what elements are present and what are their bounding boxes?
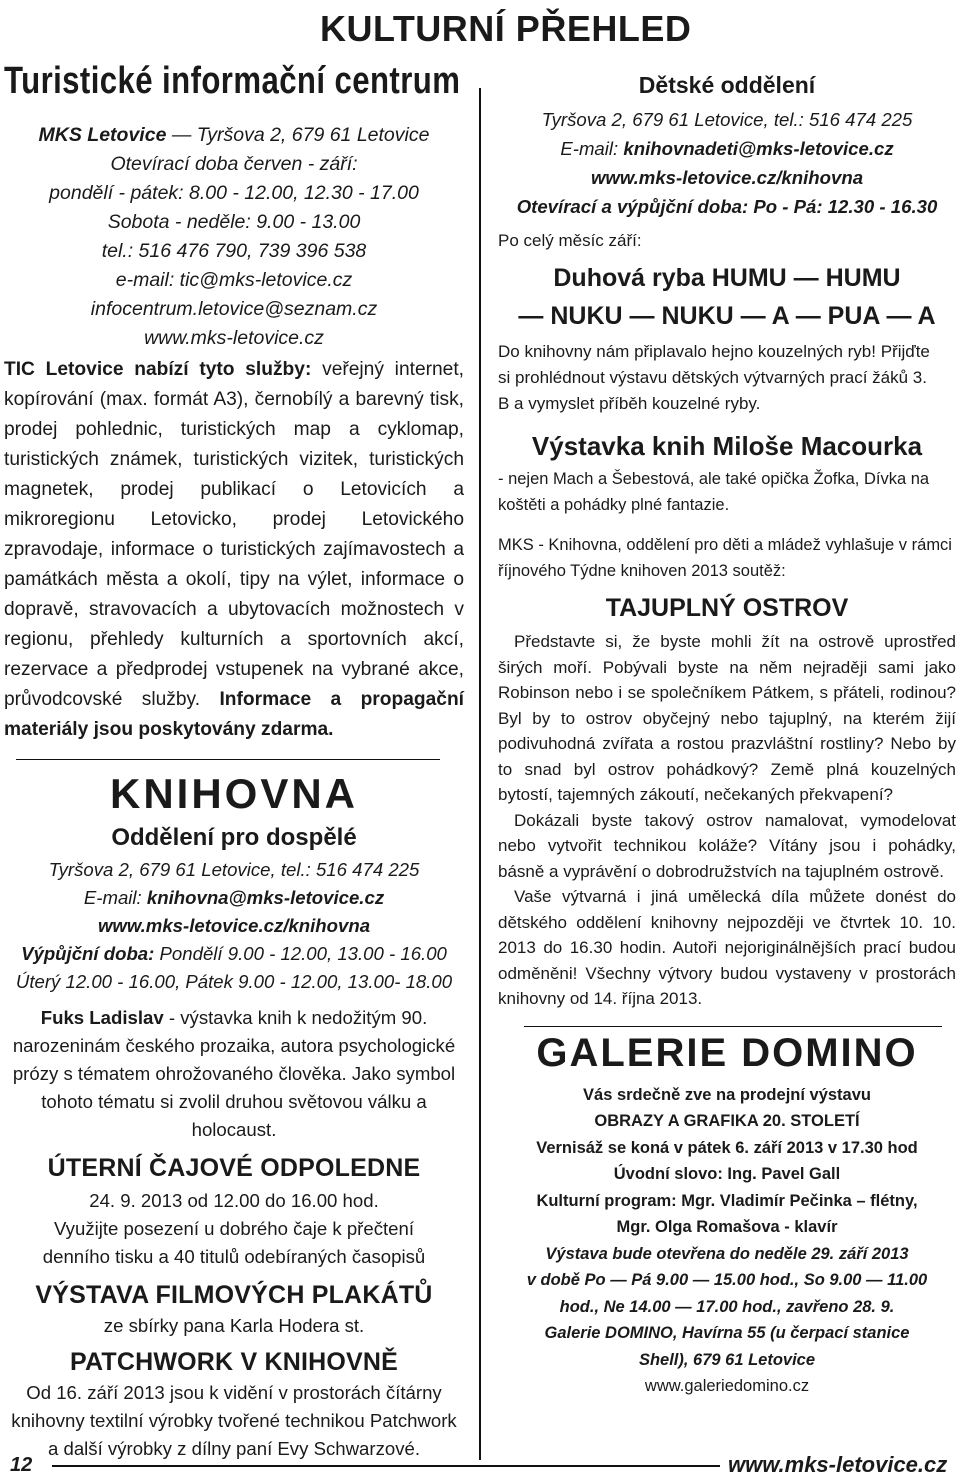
tic-services: [4, 355, 464, 745]
galerie-info: [498, 1082, 956, 1400]
detske-email-label: E-mail:: [560, 138, 619, 159]
galerie-l2: OBRAZY A GRAFIKA 20. STOLETÍ: [594, 1112, 860, 1130]
duhova-text: Do knihovny nám připlavalo hejno kouzelných ryb! Přijďte si prohlédnout výstavu dětských výtvarných prací žáků 3. B a vymyslet příběh kouzelné ryby.: [498, 342, 930, 413]
tic-address: — Tyršova 2, 679 61 Letovice: [171, 124, 430, 146]
detske-title: Dětské oddělení: [638, 72, 816, 98]
cajove-title: ÚTERNÍ ČAJOVÉ ODPOLEDNE: [47, 1154, 421, 1182]
page-number: 12: [10, 1454, 33, 1476]
duhova-title-2: — NUKU — NUKU — A — PUA — A: [518, 302, 936, 330]
galerie-l7: Výstava bude otevřena do neděle 29. září 2013: [545, 1244, 909, 1263]
fuks-text: - výstavka knih k nedožitým 90. narozeninám českého prozaika, autora psychologické prózy s tématem ohrožovaného člověka. Jako symbol tohoto tématu si zvolil druhou světovou válku a holocaust.: [12, 1007, 456, 1140]
knihovna-web[interactable]: www.mks-letovice.cz/knihovna: [97, 915, 371, 936]
section-divider: [16, 759, 440, 760]
soutez-intro: MKS - Knihovna, oddělení pro děti a mládež vyhlašuje v rámci říjnového Týdne knihoven 2013 soutěž:: [498, 536, 952, 580]
knihovna-email[interactable]: knihovna@mks-letovice.cz: [146, 887, 385, 908]
soutez-title: TAJUPLNÝ OSTROV: [605, 594, 849, 622]
soutez-p2: Dokázali byste takový ostrov namalovat, vymodelovat nebo vytvořit technikou koláže? Vítány jsou i pohádky, básně a vyprávění o dobrodružstvích na tajuplném ostrově.: [498, 810, 956, 881]
tic-email2[interactable]: infocentrum.letovice@seznam.cz: [90, 298, 378, 320]
page-header-title: KULTURNÍ PŘEHLED: [320, 8, 692, 49]
duhova-title-1: Duhová ryba HUMU — HUMU: [553, 264, 901, 292]
cajove-date: 24. 9. 2013 od 12.00 do 16.00 hod.: [89, 1190, 379, 1211]
detske-info: [498, 105, 956, 221]
detske-email[interactable]: knihovnadeti@mks-letovice.cz: [623, 138, 894, 159]
column-divider: [479, 88, 481, 1460]
tic-services-text: veřejný internet, kopírování (max. formát A3), černobílý a barevný tisk, prodej pohlednic, turistických map a cyklomap, turistických známek, turistických vizitek, turistických magnetek, prodej publikací o Letovicích a mikroregionu Letovicko, prodej Letovického zpravodaje, informace o turistických zajímavostech a památkách města a okolí, tipy na výlet, informace o dopravě, stravovacích a ubytovacích možnostech v regionu, přehledy kulturních a sportovních akcí, rezervace a předprodej vstupenek na vybrané akce, průvodcovské služby.: [4, 359, 465, 710]
galerie-l4: Úvodní slovo: Ing. Pavel Gall: [613, 1165, 841, 1183]
knihovna-subtitle: Oddělení pro dospělé: [111, 824, 357, 851]
section-divider-right: [524, 1026, 942, 1027]
galerie-l8: v době Po — Pá 9.00 — 15.00 hod., So 9.00 — 11.00: [526, 1271, 928, 1289]
soutez-p3: Vaše výtvarná i jiná umělecká díla můžete donést do dětského oddělení knihovny nejpozději ve čtvrtek 10. 10. 2013 do 16.30 hodin. Autoři nejoriginálnějších prací budou odměněni! Všechny výtvory budou vystaveny v prostorách knihovny od 14. října 2013.: [498, 887, 956, 1008]
patchwork-text: Od 16. září 2013 jsou k vidění v prostorách čítárny knihovny textilní výrobky tvořené technikou Patchwork a další výrobky z dílny paní Evy Schwarzové.: [11, 1382, 457, 1459]
duhova-intro: Po celý měsíc září:: [498, 231, 642, 250]
tic-email[interactable]: tic@mks-letovice.cz: [179, 269, 353, 291]
detske-web[interactable]: www.mks-letovice.cz/knihovna: [590, 167, 864, 188]
galerie-l1: Vás srdečně zve na prodejní výstavu: [583, 1085, 871, 1104]
galerie-l5: Kulturní program: Mgr. Vladimír Pečinka – flétny,: [536, 1191, 918, 1210]
knihovna-hours2: Úterý 12.00 - 16.00, Pátek 9.00 - 12.00, 13.00- 18.00: [15, 971, 453, 992]
tic-tel: tel.: 516 476 790, 739 396 538: [101, 240, 367, 262]
patchwork-title: PATCHWORK V KNIHOVNĚ: [69, 1348, 399, 1376]
tic-hours-weekday: pondělí - pátek: 8.00 - 12.00, 12.30 - 17.00: [49, 182, 419, 204]
soutez-p1: Představte si, že byste mohli žít na ostrově uprostřed širých moří. Pobývali byste na něm nejraději sami jako Robinson nebo i se společníkem Pátkem, s přáteli, rodinou? Byl by to ostrov obyčejný nebo tajuplný, na kterém žijí podivuhodná zvířata a rostou prazvláštní rostliny? Nebo by to snad byl ostrov pohádkový? Země plná kouzelných bytostí, tajemných zákoutí, nečekaných překvapení?: [498, 632, 956, 804]
galerie-l11: Shell), 679 61 Letovice: [638, 1350, 816, 1369]
plakaty-text: ze sbírky pana Karla Hodera st.: [103, 1315, 365, 1336]
detske-hours-label: Otevírací a výpůjční doba:: [516, 196, 749, 217]
tic-web[interactable]: www.mks-letovice.cz: [144, 327, 324, 349]
tic-info: [4, 121, 464, 353]
cajove-text: Využijte posezení u dobrého čaje k přečtení denního tisku a 40 titulů odebíraných časopisů: [42, 1218, 426, 1267]
right-column: [498, 72, 956, 1400]
fuks-section: [4, 1004, 464, 1144]
tic-title: Turistické informační centrum: [4, 60, 461, 102]
tic-hours-title: Otevírací doba červen - září:: [110, 153, 358, 175]
tic-email-label: e-mail:: [115, 269, 175, 291]
knihovna-title: KNIHOVNA: [109, 770, 358, 817]
knihovna-hours1: Pondělí 9.00 - 12.00, 13.00 - 16.00: [159, 943, 447, 964]
tic-services-end: Informace a propagační materiály jsou poskytovány zdarma.: [4, 689, 464, 740]
detske-address: Tyršova 2, 679 61 Letovice, tel.: 516 474 225: [541, 109, 913, 130]
galerie-l9: hod., Ne 14.00 — 17.00 hod., zavřeno 28. 9.: [559, 1297, 895, 1316]
knihovna-address: Tyršova 2, 679 61 Letovice, tel.: 516 474 225: [48, 859, 420, 880]
galerie-l3: Vernisáž se koná v pátek 6. září 2013 v 17.30 hod: [536, 1138, 918, 1157]
galerie-l6: Mgr. Olga Romašova - klavír: [616, 1218, 838, 1236]
knihovna-info: [4, 856, 464, 996]
galerie-l10: Galerie DOMINO, Havírna 55 (u čerpací stanice: [544, 1324, 910, 1342]
left-column: [4, 60, 464, 1463]
tic-hours-weekend: Sobota - neděle: 9.00 - 13.00: [107, 211, 361, 233]
knihovna-email-label: E-mail:: [83, 887, 142, 908]
knihovna-hours-label: Výpůjční doba:: [21, 943, 155, 964]
galerie-title: GALERIE DOMINO: [536, 1030, 918, 1075]
footer-url[interactable]: www.mks-letovice.cz: [728, 1452, 948, 1477]
macourek-title: Výstavka knih Miloše Macourka: [531, 431, 923, 461]
macourek-text: - nejen Mach a Šebestová, ale také opička Žofka, Dívka na koštěti a pohádky plné fantazie.: [498, 470, 930, 514]
footer-rule: [52, 1465, 720, 1467]
fuks-name: Fuks Ladislav: [40, 1007, 164, 1028]
detske-hours: Po - Pá: 12.30 - 16.30: [753, 196, 938, 217]
tic-services-lead: TIC Letovice nabízí tyto služby:: [4, 359, 312, 380]
tic-org: MKS Letovice: [38, 124, 167, 146]
plakaty-title: VÝSTAVA FILMOVÝCH PLAKÁTŮ: [35, 1281, 433, 1309]
galerie-web[interactable]: www.galeriedomino.cz: [644, 1377, 810, 1395]
duhova-title: [498, 259, 956, 335]
